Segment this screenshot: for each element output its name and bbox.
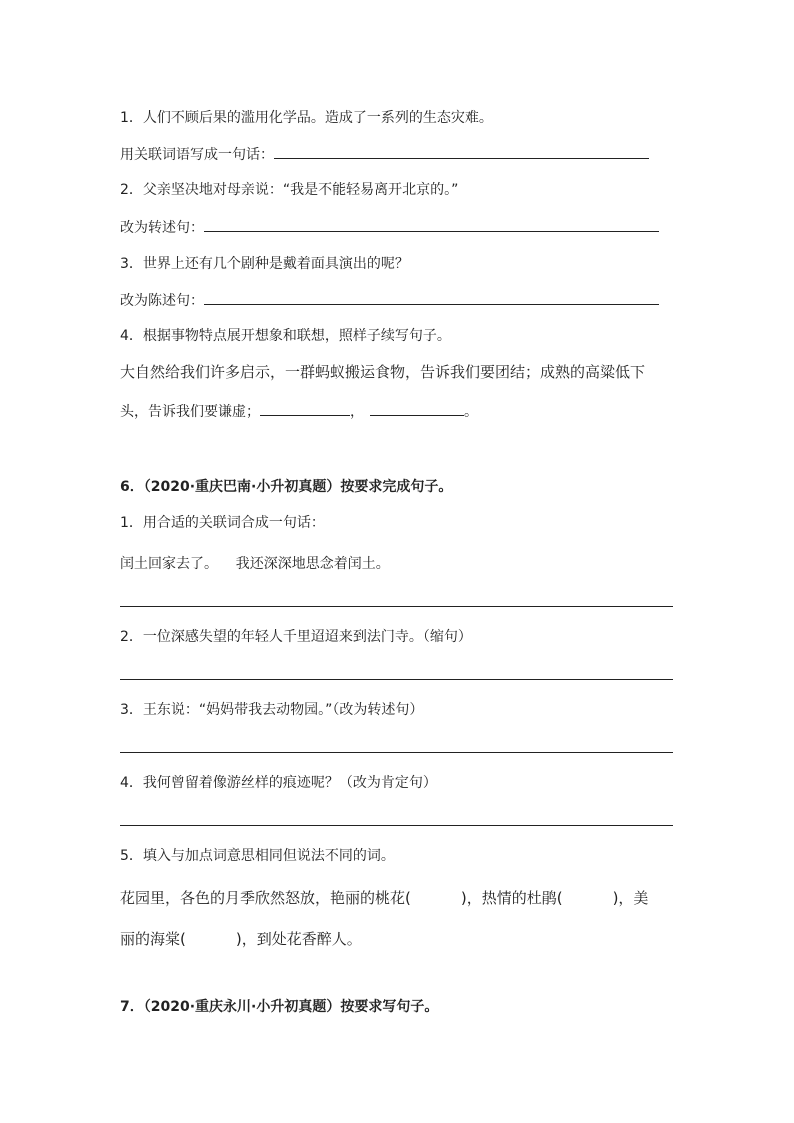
question-3-answer-blank[interactable] bbox=[204, 290, 659, 305]
question-1: 1．人们不顾后果的滥用化学品。造成了一系列的生态灾难。 bbox=[120, 110, 493, 126]
question-4-text-line-2 bbox=[120, 401, 478, 422]
question-3-answer-row bbox=[120, 290, 673, 311]
question-1-answer-row bbox=[120, 144, 673, 165]
question-3: 3．世界上还有几个剧种是戴着面具演出的呢？ bbox=[120, 256, 409, 272]
q5-text-part-1: 花园里，各色的月季欣然怒放，艳丽的桃花( bbox=[120, 889, 411, 907]
question-3-prompt: 改为陈述句： bbox=[120, 293, 204, 309]
question-1-prompt: 用关联词语写成一句话： bbox=[120, 147, 274, 163]
section-6-question-1-answer-line[interactable] bbox=[120, 606, 673, 607]
section-6-question-1-text: 闰土回家去了。 我还深深地思念着闰土。 bbox=[120, 556, 390, 572]
section-6-question-5-text-line-2 bbox=[120, 929, 362, 949]
question-4-comma: ， bbox=[350, 404, 364, 420]
q5-text-part-4: 丽的海棠( bbox=[120, 930, 186, 948]
section-7-heading: 7．（2020·重庆永川·小升初真题）按要求写句子。 bbox=[120, 999, 439, 1015]
q5-text-part-2: )，热情的杜鹃( bbox=[460, 889, 563, 907]
question-2-prompt: 改为转述句： bbox=[120, 220, 204, 236]
question-4-blank-1[interactable] bbox=[260, 401, 350, 416]
question-2-answer-row bbox=[120, 217, 673, 238]
question-4-text-line-1: 大自然给我们许多启示，一群蚂蚁搬运食物，告诉我们要团结；成熟的高粱低下 bbox=[120, 363, 646, 381]
section-6-question-5-text-line-1 bbox=[120, 888, 648, 908]
question-2-answer-blank[interactable] bbox=[204, 217, 659, 232]
question-4: 4．根据事物特点展开想象和联想，照样子续写句子。 bbox=[120, 328, 451, 344]
question-4-blank-2[interactable] bbox=[370, 401, 464, 416]
question-1-answer-blank[interactable] bbox=[274, 144, 649, 159]
section-6-question-3: 3．王东说：“妈妈带我去动物园。”（改为转述句） bbox=[120, 702, 424, 718]
section-6-question-4: 4．我何曾留着像游丝样的痕迹呢？（改为肯定句） bbox=[120, 775, 437, 791]
question-4-text-start: 头，告诉我们要谦虚； bbox=[120, 404, 260, 420]
question-2: 2．父亲坚决地对母亲说：“我是不能轻易离开北京的。” bbox=[120, 182, 459, 198]
section-6-question-4-answer-line[interactable] bbox=[120, 825, 673, 826]
section-6-heading: 6．（2020·重庆巴南·小升初真题）按要求完成句子。 bbox=[120, 479, 453, 495]
q5-text-part-5: )，到处花香醉人。 bbox=[235, 930, 362, 948]
section-6-question-2: 2．一位深感失望的年轻人千里迢迢来到法门寺。（缩句） bbox=[120, 629, 472, 645]
section-6-question-2-answer-line[interactable] bbox=[120, 679, 673, 680]
question-4-period: 。 bbox=[464, 404, 478, 420]
section-6-question-3-answer-line[interactable] bbox=[120, 752, 673, 753]
q5-text-part-3: )，美 bbox=[612, 889, 649, 907]
section-6-question-5: 5．填入与加点词意思相同但说法不同的词。 bbox=[120, 848, 395, 864]
section-6-question-1: 1．用合适的关联词合成一句话： bbox=[120, 515, 325, 531]
